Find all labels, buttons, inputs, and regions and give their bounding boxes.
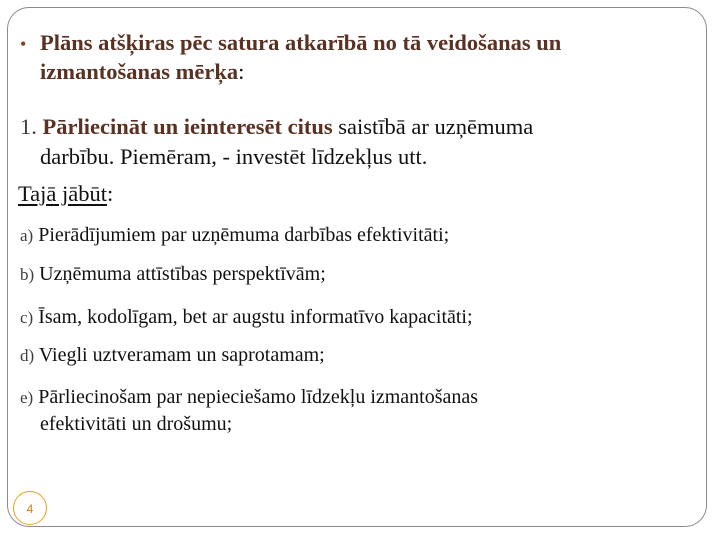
list-item-e [20, 384, 680, 437]
list-item-text: Viegli uztveramam un saprotamam; [38, 344, 325, 366]
list-item-text: Uzņēmuma attīstības perspektīvām; [39, 263, 326, 285]
list-item-d [20, 342, 680, 369]
point-1 [20, 112, 680, 172]
list-item-c [20, 304, 680, 331]
subheading-suffix: : [107, 181, 114, 206]
list-item-text: Pārliecinošam par nepieciešamo līdzekļu izmantošanas [38, 386, 479, 408]
slide-title [20, 29, 680, 86]
point-1-strong: Pārliecināt un ieinteresēt citus [42, 114, 333, 139]
list-item-b [20, 261, 680, 288]
point-1-number: 1. [20, 114, 37, 139]
title-line-2 [20, 58, 680, 86]
list-item-letter: d) [20, 346, 35, 365]
list-item-letter: e) [20, 388, 34, 407]
page-number-badge: 4 [13, 491, 47, 525]
list-item-text: Pierādījumiem par uzņēmuma darbības efektivitāti; [38, 224, 450, 246]
list-item-letter: a) [20, 226, 34, 245]
bullet-icon: • [20, 34, 27, 54]
list-item-text-cont: efektivitāti un drošumu; [40, 413, 233, 435]
title-line-1: Plāns atšķiras pēc satura atkarībā no tā veidošanas un [40, 30, 562, 55]
list-item-a [20, 222, 680, 249]
list-item-text: Īsam, kodolīgam, bet ar augstu informatīvo kapacitāti; [38, 306, 473, 328]
subheading-underlined: Tajā jābūt [18, 181, 108, 206]
point-1-line-2: darbību. Piemēram, - investēt līdzekļus utt. [40, 144, 428, 169]
list-item-letter: c) [20, 308, 34, 327]
subheading [18, 180, 113, 208]
title-line-2-strong: izmantošanas mērķa [40, 59, 239, 84]
point-1-rest: saistībā ar uzņēmuma [332, 114, 534, 139]
title-line-2-rest: : [238, 59, 245, 84]
list-item-letter: b) [20, 265, 35, 284]
